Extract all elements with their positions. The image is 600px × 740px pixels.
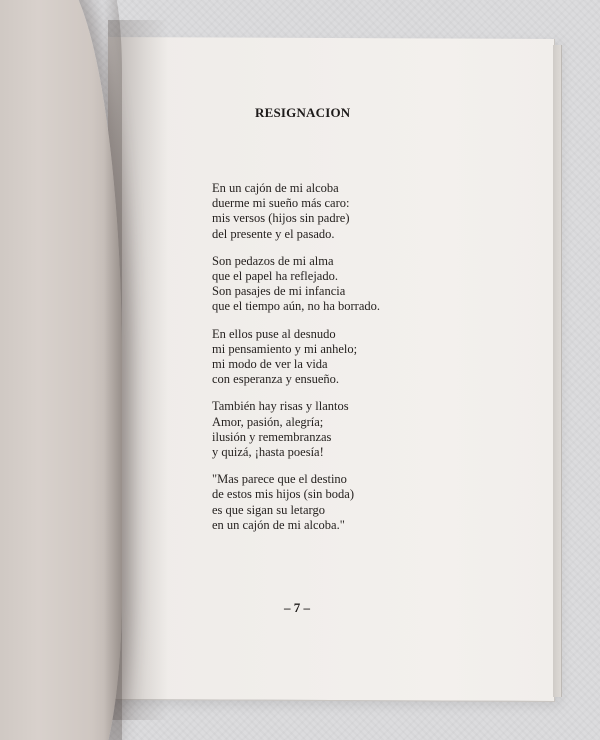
- poem-line: Son pedazos de mi alma: [212, 253, 334, 268]
- poem-line: En ellos puse al desnudo: [212, 326, 336, 341]
- stanza: [212, 399, 452, 460]
- poem-line: mi pensamiento y mi anhelo;: [212, 341, 358, 356]
- poem-line: con esperanza y ensueño.: [212, 372, 340, 387]
- left-page-curl: [0, 0, 122, 740]
- poem-body: [212, 181, 452, 545]
- poem-line: en un cajón de mi alcoba.": [212, 517, 345, 532]
- page-number: – 7 –: [284, 600, 310, 615]
- poem-title: RESIGNACION: [255, 105, 351, 120]
- poem-line: duerme mi sueño más caro:: [212, 196, 350, 211]
- poem-line: En un cajón de mi alcoba: [212, 181, 339, 195]
- poem-line: y quizá, ¡hasta poesía!: [212, 445, 324, 460]
- poem-line: ilusión y remembranzas: [212, 429, 332, 444]
- stanza: [212, 327, 452, 388]
- poem-line: que el papel ha reflejado.: [212, 269, 338, 284]
- poem-line: Amor, pasión, alegría;: [212, 414, 324, 429]
- poem-line: que el tiempo aún, no ha borrado.: [212, 299, 381, 314]
- poem-line: de estos mis hijos (sin boda): [212, 487, 355, 502]
- poem-line: mis versos (hijos sin padre): [212, 211, 350, 226]
- poem-line: También hay risas y llantos: [212, 399, 349, 414]
- poem-line: Son pasajes de mi infancia: [212, 284, 346, 299]
- stanza: [212, 254, 452, 315]
- stanza: [212, 472, 452, 533]
- poem-line: mi modo de ver la vida: [212, 357, 328, 372]
- poem-line: es que sigan su letargo: [212, 502, 325, 517]
- poem-line: del presente y el pasado.: [212, 226, 335, 241]
- poem-line: "Mas parece que el destino: [212, 472, 347, 487]
- stanza: [212, 181, 452, 242]
